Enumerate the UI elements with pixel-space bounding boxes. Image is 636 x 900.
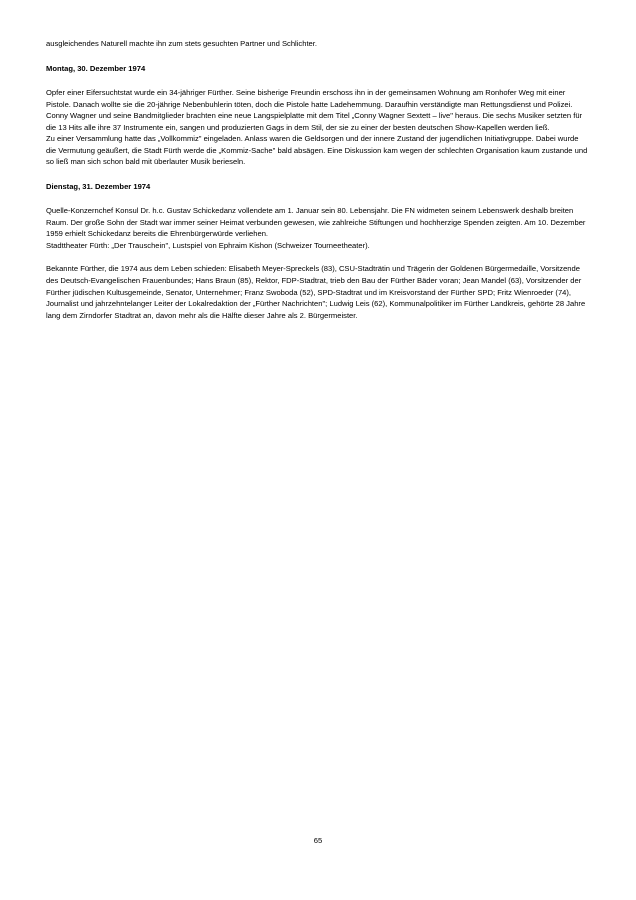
paragraph-eifersuchtstat: Opfer einer Eifersuchtstat wurde ein 34-jähriger Fürther. Seine bisherige Freundin erschoss ihn in der gemeinsamen Wohnung am Ronhofer Weg mit einer Pistole. Danach wollte sie die 20-jährige Nebenbuhlerin töten, doch die Pistole hatte Ladehemmung. Daraufhin verständigte man Rettungsdienst und Polizei. [46, 88, 573, 109]
date-heading-monday: Montag, 30. Dezember 1974 [46, 63, 146, 73]
page-number: 65 [313, 836, 323, 845]
spacer [46, 50, 590, 63]
spacer [46, 74, 590, 87]
spacer [46, 192, 590, 205]
paragraph-vollkommiz: Zu einer Versammlung hatte das „Vollkommiz" eingeladen. Anlass waren die Geldsorgen und der innere Zustand der jugendlichen Initiativgruppe. Dabei wurde die Vermutung geäußert, die Stadt Fürth werde die „Kommiz-Sache" bald absägen. Eine Diskussion kam wegen der schlechten Organisation kaum zustande und so ließ man sich schon bald mit überlauter Musik berieseln. [46, 134, 588, 167]
paragraph-intro: ausgleichendes Naturell machte ihn zum stets gesuchten Partner und Schlichter. [46, 39, 317, 48]
paragraph-conny-wagner: Conny Wagner und seine Bandmitglieder brachten eine neue Langspielplatte mit dem Titel „Conny Wagner Sextett – live" heraus. Die sechs Musiker setzten für die 13 Hits alle ihre 37 Instrumente ein, sangen und produzierten Gags in dem Stil, der sie zu einer der besten deutschen Show-Kapellen werden ließ. [46, 111, 583, 132]
spacer [46, 168, 590, 181]
paragraph-bekannte-fuerther: Bekannte Fürther, die 1974 aus dem Leben schieden: Elisabeth Meyer-Spreckels (83), CSU-Stadträtin und Trägerin der Goldenen Bürgermedaille, Vorsitzende des Deutsch-Evangelischen Frauenbundes; Hans Braun (85), Rektor, FDP-Stadtrat, trieb den Bau der Fürther Bäder voran; Jean Mandel (63), Vorsitzender der Fürther jüdischen Kultusgemeinde, Senator, Unternehmer; Franz Swoboda (52), SPD-Stadtrat und im Kreisvorstand der Fürther SPD; Fritz Wienroeder (74), Journalist und jahrzehntelanger Leiter der Lokalredaktion der „Fürther Nachrichten"; Ludwig Leis (62), Kommunalpolitiker im Fürther Landkreis, gehörte 28 Jahre lang dem Zirndorfer Stadtrat an, davon mehr als die Hälfte dieser Jahre als 2. Bürgermeister. [46, 264, 586, 320]
date-heading-tuesday: Dienstag, 31. Dezember 1974 [46, 181, 151, 191]
paragraph-stadttheater: Stadttheater Fürth: „Der Trauschein", Lustspiel von Ephraim Kishon (Schweizer Tourneetheater). [46, 240, 370, 250]
spacer [46, 251, 590, 263]
paragraph-schickedanz: Quelle-Konzernchef Konsul Dr. h.c. Gustav Schickedanz vollendete am 1. Januar sein 80. Lebensjahr. Die FN widmeten seinem Lebenswerk deshalb breiten Raum. Der große Sohn der Stadt war immer seiner Heimat verbunden gewesen, wie zahlreiche Stiftungen und hochherzige Spenden zeigten. Am 10. Dezember 1959 erhielt Schickedanz bereits die Ehrenbürgerwürde verliehen. [46, 206, 586, 239]
document-body [46, 38, 590, 321]
